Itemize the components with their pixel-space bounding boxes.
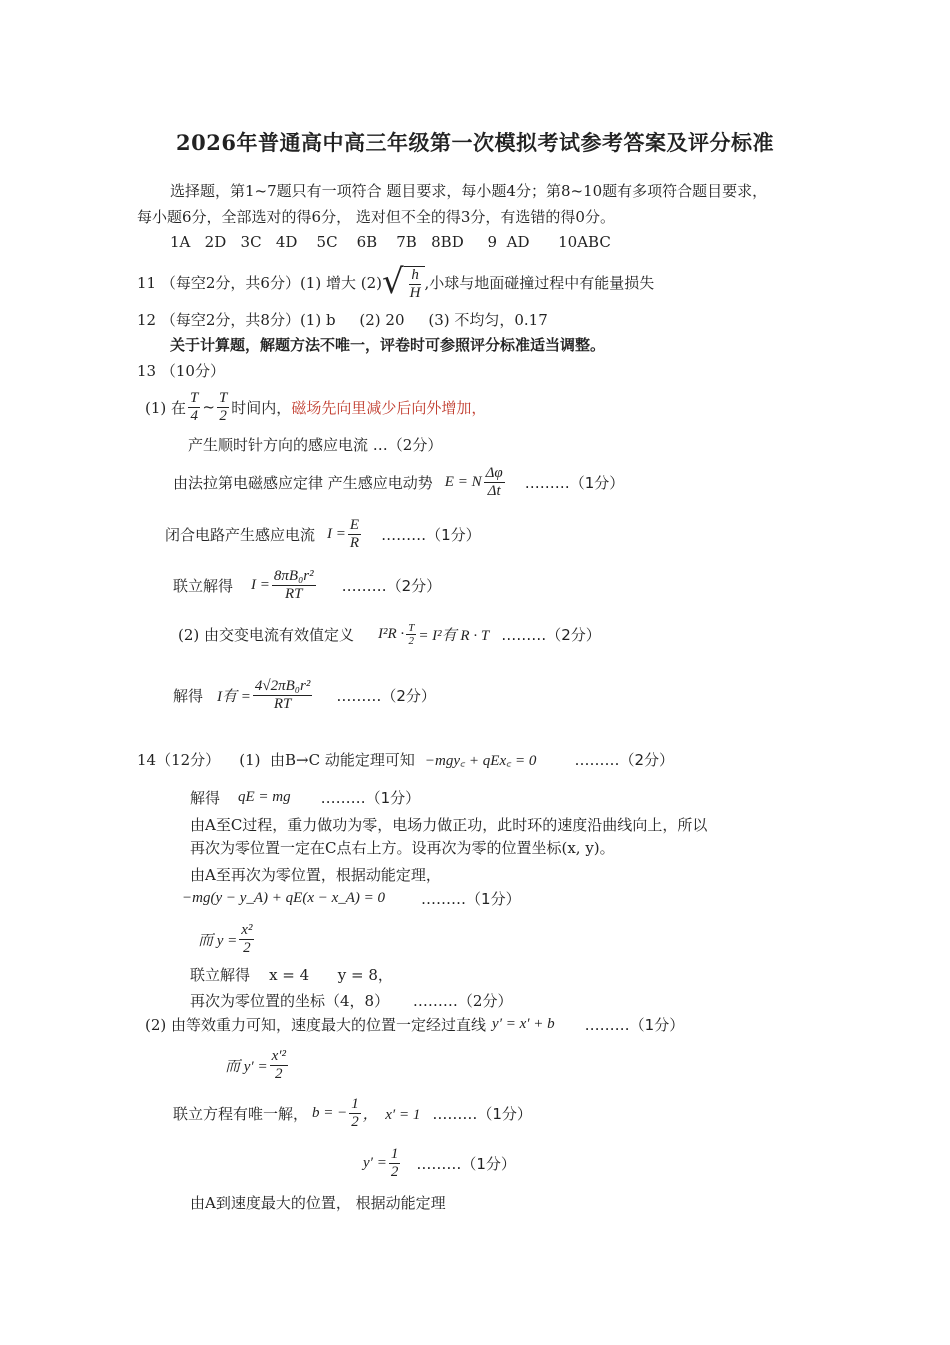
q14-line14: 由A到速度最大的位置， 根据动能定理 — [190, 1194, 446, 1212]
fraction-dphi-dt: $\frac{\Delta\varphi}{\Delta t}$ — [485, 464, 503, 499]
q14-line8: 联立解得 x = 4 y = 8， — [190, 966, 393, 984]
fraction-one-half-b: $\frac{1}{2}$ — [351, 1095, 359, 1130]
fraction-T-over-2: $\frac{T}{2}$ — [408, 621, 415, 647]
grading-note: 关于计算题，解题方法不唯一，评卷时可参照评分标准适当调整。 — [170, 336, 606, 354]
q13-line7: 解得 I有 = $\frac{\text{4√2πB₀r²}}{RT}$ ………（2分） — [173, 677, 436, 712]
q14-line11: 而 y′ = $\frac{\text{x′²}}{2}$ — [225, 1047, 286, 1082]
q14-line4: 再次为零位置一定在C点右上方。设再次为零的位置坐标(x, y)。 — [190, 839, 615, 857]
q14-line1: 14（12分） (1) 由B→C 动能定理可知 −mgy꜀ + qEx꜀ = 0 ………（2分） — [137, 751, 674, 769]
q14-line3: 由A至C过程，重力做功为零，电场力做正功，此时环的速度沿曲线向上，所以 — [190, 816, 708, 834]
fraction-x2-2: $\frac{\text{x²}}{2}$ — [241, 921, 253, 956]
q13-line6: (2) 由交变电流有效值定义 I²R · $\frac{T}{2}$ = I²有 R · T ………（2分） — [178, 621, 601, 647]
choice-instructions-line2: 每小题6分，全部选对的得6分， 选对但不全的得3分，有选错的得0分。 — [137, 208, 615, 226]
fraction-T-2: $\frac{T}{2}$ — [218, 389, 228, 424]
fraction-T-4: $\frac{T}{4}$ — [190, 389, 199, 424]
choice-answers: 1A 2D 3C 4D 5C 6B 7B 8BD 9 AD 10ABC — [170, 233, 611, 251]
q14-line2: 解得 qE = mg ………（1分） — [190, 789, 421, 807]
radical-icon: √ — [381, 262, 404, 302]
q13-part1-line: (1) 在 $\frac{T}{4}$ ~ $\frac{T}{2}$ 时间内， 磁场先向里减少后向外增加， — [145, 389, 487, 424]
q11-line — [137, 262, 654, 302]
fraction-E-R: $\frac{E}{R}$ — [349, 516, 360, 551]
fraction-current: $\frac{\text{8πB₀r²}}{RT}$ — [273, 567, 314, 602]
q14-line9: 再次为零位置的坐标（4，8） ………（2分） — [190, 992, 513, 1010]
sqrt-h-over-H: √ $\frac{h}{H}$ — [382, 262, 425, 302]
q14-line7: 而 y = $\frac{\text{x²}}{2}$ — [198, 921, 253, 956]
fraction-xprime2-2: $\frac{\text{x′²}}{2}$ — [271, 1047, 286, 1082]
fraction-effective-current: $\frac{\text{4√2πB₀r²}}{RT}$ — [254, 677, 311, 712]
fraction-one-half-y: $\frac{1}{2}$ — [390, 1145, 399, 1180]
choice-instructions-line1: 选择题，第1~7题只有一项符合 题目要求，每小题4分；第8~10题有多项符合题目要求， — [170, 182, 768, 200]
q13-line5: 联立解得 I = $\frac{\text{8πB₀r²}}{RT}$ ………（2分） — [173, 567, 442, 602]
q11-prefix: 11 （每空2分，共6分）(1) 增大 (2) — [137, 273, 382, 292]
q13-line2: 产生顺时针方向的感应电流 …（2分） — [188, 436, 443, 454]
q13-line3: 由法拉第电磁感应定律 产生感应电动势 E = N $\frac{\Delta\varphi}{\Delta t}$ ………（1分） — [173, 464, 625, 499]
q14-line10: (2) 由等效重力可知，速度最大的位置一定经过直线 y′ = x′ + b ………（1分） — [145, 1016, 685, 1034]
page-title: 2026年普通高中高三年级第一次模拟考试参考答案及评分标准 — [176, 130, 774, 155]
highlighted-text: 磁场先向里减少后向外增加， — [291, 398, 487, 417]
q13-header: 13 （10分） — [137, 362, 225, 380]
q11-suffix: ,小球与地面碰撞过程中有能量损失 — [424, 273, 655, 292]
q13-line4: 闭合电路产生感应电流 I = $\frac{E}{R}$ ………（1分） — [165, 516, 481, 551]
q14-line13: y′ = $\frac{1}{2}$ ………（1分） — [363, 1145, 516, 1180]
q14-line6: −mg(y − y_A) + qE(x − x_A) = 0 ………（1分） — [182, 890, 521, 908]
q14-line5: 由A至再次为零位置，根据动能定理， — [190, 866, 441, 884]
q12-line: 12 （每空2分，共8分）(1) b (2) 20 (3) 不均匀，0.17 — [137, 311, 548, 329]
q14-line12: 联立方程有唯一解， b = − $\frac{1}{2}$ ， x′ = 1 ………（1分） — [173, 1095, 532, 1130]
